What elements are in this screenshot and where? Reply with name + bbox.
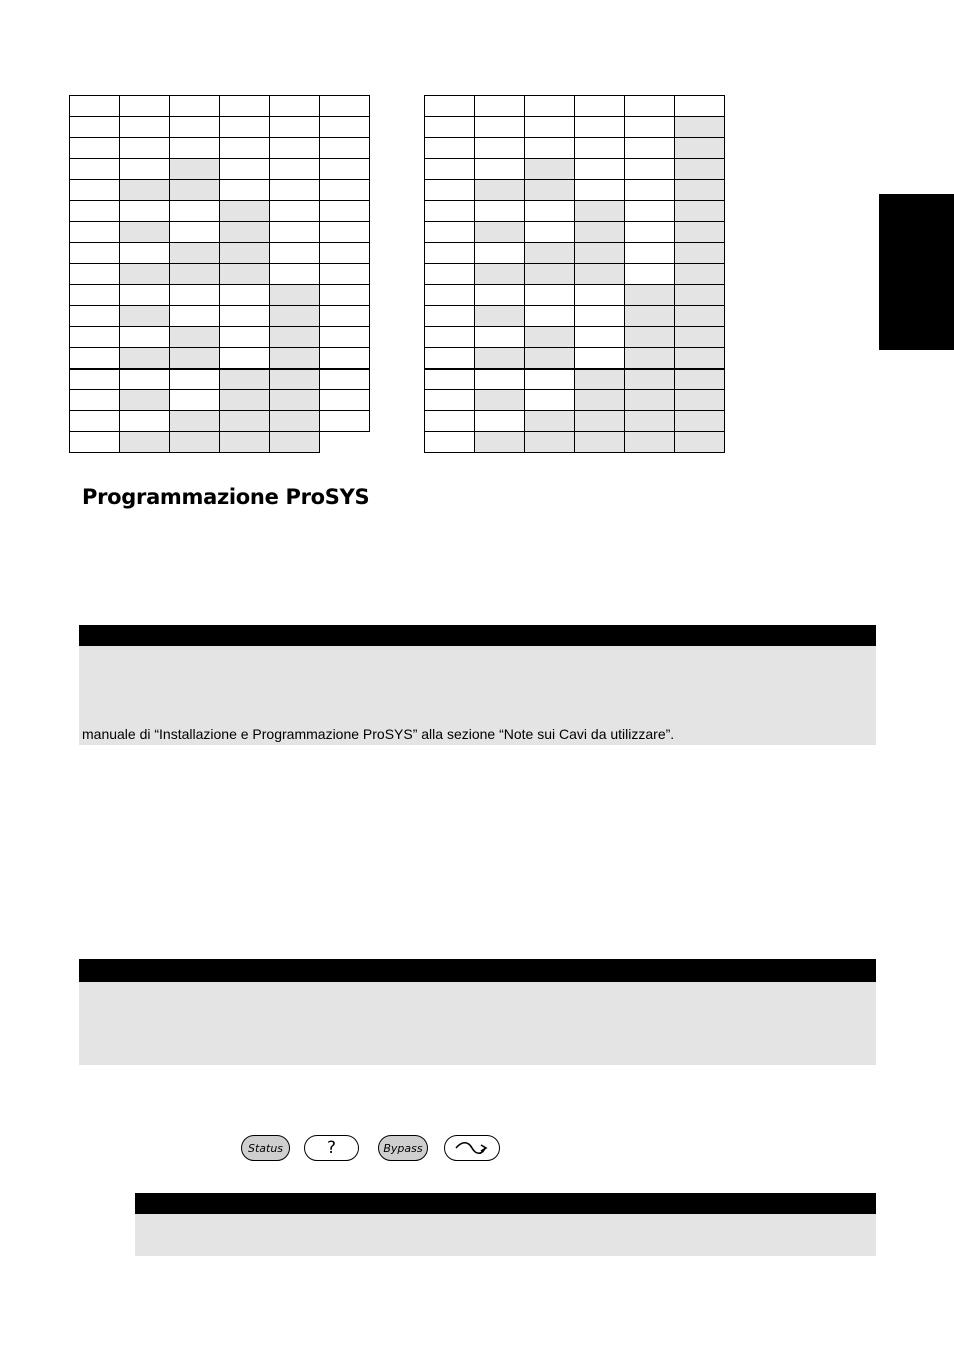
table-cell [70,222,120,243]
table-cell [525,201,575,222]
table-cell [220,96,270,117]
table-cell [120,390,170,411]
table-cell [575,159,625,180]
table-row [70,159,370,180]
table-cell [425,369,475,390]
table-cell [220,411,270,432]
table-cell [525,369,575,390]
table-cell [575,369,625,390]
table-cell [320,222,370,243]
table-row [425,432,725,453]
table-row [425,243,725,264]
table-cell [220,222,270,243]
table-cell [270,138,320,159]
table-cell [220,180,270,201]
table-cell [220,285,270,306]
table-cell [70,411,120,432]
table-cell [675,117,725,138]
table-cell [525,264,575,285]
table-cell [525,285,575,306]
table-cell [120,306,170,327]
table-cell [475,285,525,306]
table-cell [425,180,475,201]
table-cell [170,369,220,390]
table-cell [475,222,525,243]
table-cell [525,327,575,348]
help-key-label: ? [326,1138,337,1158]
table-cell [270,117,320,138]
table-row [70,264,370,285]
table-cell [575,411,625,432]
table-cell [270,159,320,180]
table-cell [270,243,320,264]
table-cell [525,306,575,327]
table-cell [70,327,120,348]
table-cell [220,117,270,138]
table-cell [575,390,625,411]
arrow-key[interactable] [444,1135,500,1161]
table-row [425,180,725,201]
thumb-index-tab [879,194,954,350]
table-cell [475,159,525,180]
table-cell [425,222,475,243]
table-cell [320,306,370,327]
table-cell [220,432,270,453]
table-cell [120,117,170,138]
table-cell [170,243,220,264]
table-cell [525,138,575,159]
table-cell [170,222,220,243]
table-cell [170,390,220,411]
table-cell [70,117,120,138]
table-cell [170,264,220,285]
table-cell [675,180,725,201]
table-cell [120,285,170,306]
section-title: Programmazione ProSYS [82,485,370,509]
table-cell [270,201,320,222]
note-box-1 [79,625,876,745]
table-cell [525,411,575,432]
table-row [70,411,370,432]
table-cell [170,327,220,348]
table-cell [475,369,525,390]
table-cell [170,432,220,453]
table-cell [525,96,575,117]
table-cell [525,432,575,453]
table-cell [220,201,270,222]
table-cell [625,180,675,201]
note-box-2-header [79,959,876,982]
table-row [70,138,370,159]
note-box-2 [79,959,876,1065]
dip-switch-table-left [69,95,370,453]
table-cell [120,222,170,243]
table-cell [625,222,675,243]
table-cell [525,348,575,369]
table-cell [425,390,475,411]
table-cell [70,201,120,222]
table-cell [120,432,170,453]
table-cell [575,243,625,264]
table-cell [575,432,625,453]
table-cell [425,285,475,306]
status-key[interactable] [241,1135,290,1161]
table-cell [170,285,220,306]
table-cell [475,306,525,327]
table-cell [425,327,475,348]
table-cell [675,327,725,348]
table-cell [170,348,220,369]
table-cell [525,180,575,201]
table-row [70,369,370,390]
table-cell [320,180,370,201]
table-cell [625,411,675,432]
table-cell [525,390,575,411]
table-row [70,180,370,201]
table-cell [320,264,370,285]
table-cell [270,432,320,453]
table-cell [220,264,270,285]
table-cell [70,264,120,285]
table-cell [625,327,675,348]
table-cell [475,432,525,453]
table-cell [625,348,675,369]
table-cell [425,117,475,138]
table-cell [575,96,625,117]
table-cell [120,180,170,201]
table-cell [70,180,120,201]
table-row [425,390,725,411]
table-cell [320,243,370,264]
bypass-key[interactable] [378,1135,428,1161]
dip-switch-table-right [424,95,725,453]
table-cell [220,138,270,159]
table-row [425,96,725,117]
table-cell [475,264,525,285]
table-cell [320,348,370,369]
table-cell [475,138,525,159]
table-cell [575,180,625,201]
table-row [70,390,370,411]
curved-arrow-icon [452,1139,492,1157]
table-cell [575,138,625,159]
table-cell [675,96,725,117]
note-box-3-header [135,1193,876,1214]
table-cell [425,96,475,117]
status-key-label: Status [247,1141,284,1155]
table-cell [170,159,220,180]
table-row [425,159,725,180]
table-cell [625,201,675,222]
table-cell [475,348,525,369]
table-cell [675,285,725,306]
table-cell [575,285,625,306]
table-cell [525,159,575,180]
table-cell [220,159,270,180]
table-cell [70,285,120,306]
table-cell [270,306,320,327]
table-cell [425,201,475,222]
table-cell [675,411,725,432]
table-cell [425,432,475,453]
table-cell [270,348,320,369]
note-box-1-header [79,625,876,646]
table-cell [675,306,725,327]
table-row [70,243,370,264]
table-cell [675,222,725,243]
table-cell [120,201,170,222]
table-cell [220,369,270,390]
table-cell [320,117,370,138]
table-row [425,222,725,243]
table-row [425,369,725,390]
table-cell [120,348,170,369]
table-cell [70,348,120,369]
table-cell [425,243,475,264]
table-cell [270,411,320,432]
table-cell [625,117,675,138]
table-cell [320,96,370,117]
table-cell [320,327,370,348]
table-cell [320,285,370,306]
table-cell [220,390,270,411]
table-row [70,285,370,306]
table-cell [675,159,725,180]
table-cell [575,201,625,222]
table-cell [320,390,370,411]
table-cell [625,432,675,453]
table-row [70,306,370,327]
table-row [425,285,725,306]
table-cell [575,327,625,348]
table-cell [320,432,370,453]
table-cell [675,243,725,264]
table-cell [625,369,675,390]
table-cell [525,222,575,243]
table-cell [675,432,725,453]
table-cell [475,243,525,264]
table-cell [425,138,475,159]
help-key[interactable] [304,1135,359,1161]
table-cell [425,411,475,432]
table-cell [625,159,675,180]
table-row [70,327,370,348]
table-cell [170,306,220,327]
table-cell [270,369,320,390]
table-cell [475,411,525,432]
table-cell [120,411,170,432]
table-row [70,432,370,453]
table-row [425,264,725,285]
table-cell [70,369,120,390]
table-cell [575,117,625,138]
table-row [70,96,370,117]
table-cell [625,243,675,264]
table-cell [170,96,220,117]
table-cell [120,138,170,159]
table-cell [475,201,525,222]
table-cell [320,159,370,180]
table-cell [270,327,320,348]
table-cell [170,201,220,222]
table-cell [675,264,725,285]
table-cell [220,306,270,327]
table-cell [475,117,525,138]
table-cell [675,369,725,390]
table-cell [425,306,475,327]
table-cell [525,117,575,138]
table-cell [220,348,270,369]
table-cell [675,348,725,369]
table-cell [475,180,525,201]
table-cell [120,159,170,180]
table-cell [120,243,170,264]
table-cell [170,138,220,159]
bypass-key-label: Bypass [383,1141,423,1155]
table-cell [425,159,475,180]
table-cell [475,390,525,411]
table-row [425,348,725,369]
table-cell [525,243,575,264]
table-cell [320,138,370,159]
table-cell [575,264,625,285]
table-cell [70,159,120,180]
note-box-3 [135,1193,876,1256]
table-cell [70,96,120,117]
table-cell [320,201,370,222]
table-cell [320,369,370,390]
table-cell [220,243,270,264]
table-cell [170,117,220,138]
table-cell [475,96,525,117]
table-row [70,222,370,243]
table-row [425,306,725,327]
table-cell [320,411,370,432]
table-cell [625,285,675,306]
table-row [425,327,725,348]
table-cell [120,369,170,390]
table-cell [270,222,320,243]
table-cell [425,348,475,369]
table-cell [425,264,475,285]
table-cell [120,264,170,285]
table-cell [625,390,675,411]
table-cell [675,138,725,159]
table-cell [270,390,320,411]
table-cell [120,96,170,117]
keypad-keys [0,1135,954,1163]
table-cell [120,327,170,348]
table-row [70,348,370,369]
table-cell [575,348,625,369]
table-cell [625,138,675,159]
note-box-1-text: manuale di “Installazione e Programmazione ProSYS” alla sezione “Note sui Cavi da utilizzare”. [82,726,675,742]
table-cell [70,432,120,453]
table-cell [70,390,120,411]
table-cell [475,327,525,348]
table-cell [575,222,625,243]
table-cell [170,411,220,432]
table-row [425,117,725,138]
table-cell [625,264,675,285]
table-row [425,138,725,159]
table-cell [170,180,220,201]
table-cell [70,138,120,159]
table-cell [675,390,725,411]
table-cell [270,180,320,201]
table-row [70,201,370,222]
table-cell [625,96,675,117]
table-cell [675,201,725,222]
table-cell [270,264,320,285]
table-row [425,201,725,222]
table-cell [270,96,320,117]
table-cell [220,327,270,348]
table-row [70,117,370,138]
table-cell [70,306,120,327]
table-cell [625,306,675,327]
table-cell [70,243,120,264]
table-cell [270,285,320,306]
table-row [425,411,725,432]
table-cell [575,306,625,327]
